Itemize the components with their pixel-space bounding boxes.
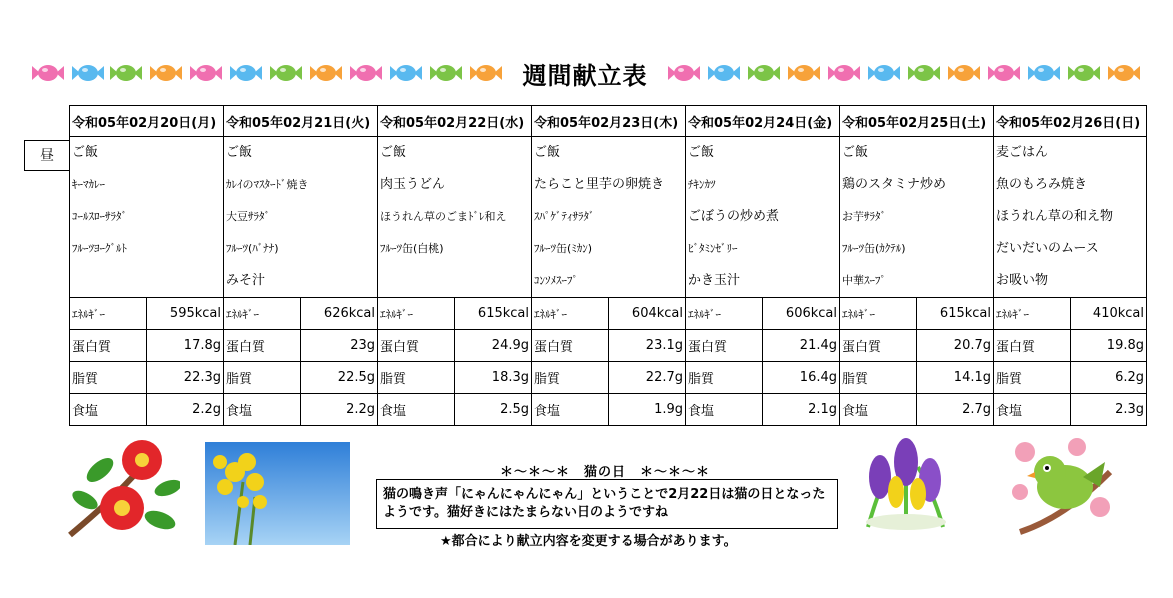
dish-item: だいだいのムース [996,241,1099,256]
nutrient-label: 蛋白質 [994,330,1071,362]
nutrient-value: 14.1g [917,362,994,394]
nutrient-label: 蛋白質 [840,330,917,362]
dish-item: ご飯 [842,145,869,160]
dishes-cell [224,137,378,298]
nutrient-label: 蛋白質 [224,330,301,362]
candy-icon [986,62,1022,84]
candy-icon [70,62,106,84]
nutrient-value: 21.4g [763,330,840,362]
nutrient-value: 410kcal [1071,298,1147,330]
candy-icon [468,62,504,84]
candy-icon [866,62,902,84]
nutrient-label: ｴﾈﾙｷﾞｰ [840,298,917,330]
dishes-cell [378,137,532,298]
nutrient-label: ｴﾈﾙｷﾞｰ [686,298,763,330]
nutrient-label: 食塩 [224,394,301,426]
dish-item: ﾌﾙｰﾂ(ﾊﾞﾅﾅ) [226,242,279,255]
nutrient-value: 23g [301,330,378,362]
candy-icon [786,62,822,84]
dishes-row [70,137,1147,298]
nutrient-value: 18.3g [455,362,532,394]
dish-item: ﾌﾙｰﾂﾖｰｸﾞﾙﾄ [72,242,127,255]
page-title: 週間献立表 [522,62,648,90]
candy-icon [428,62,464,84]
candy-icon [666,62,702,84]
dish-item: ﾋﾞﾀﾐﾝｾﾞﾘｰ [688,242,738,255]
nutrient-value: 606kcal [763,298,840,330]
nutrient-value: 24.9g [455,330,532,362]
candy-icon [388,62,424,84]
nutrient-value: 604kcal [609,298,686,330]
nutrient-label: ｴﾈﾙｷﾞｰ [224,298,301,330]
dish-item: ﾌﾙｰﾂ缶(ﾐｶﾝ) [534,242,593,255]
candy-icon [1066,62,1102,84]
nutrient-label: 脂質 [532,362,609,394]
date-cell: 令和05年02月23日(木) [532,106,686,137]
nutrient-label: 食塩 [378,394,455,426]
bird-on-branch-illustration [1005,432,1115,540]
dish-item: たらこと里芋の卵焼き [534,177,665,192]
nutrient-value: 595kcal [147,298,224,330]
nutrient-label: 蛋白質 [532,330,609,362]
footer-note: ★都合により献立内容を変更する場合があります。 [440,534,737,549]
camellia-flower-illustration [60,430,180,540]
dish-item [380,265,529,297]
dish-item: お芋ｻﾗﾀﾞ [842,210,886,223]
nutrient-value: 2.2g [147,394,224,426]
dish-item: 鶏のスタミナ炒め [842,177,947,192]
nutrient-value: 22.5g [301,362,378,394]
nutrient-label: 脂質 [686,362,763,394]
dish-item: ｺｰﾙｽﾛｰｻﾗﾀﾞ [72,210,127,223]
nutrient-value: 2.1g [763,394,840,426]
nutrient-label: 蛋白質 [686,330,763,362]
dish-item: ｶﾚｲのﾏｽﾀｰﾄﾞ焼き [226,178,309,191]
dish-item: ご飯 [534,145,561,160]
nutrient-label: 食塩 [840,394,917,426]
candy-icon [268,62,304,84]
nutrient-row-energy [70,298,1147,330]
nutrient-value: 20.7g [917,330,994,362]
candy-icon [826,62,862,84]
dish-item: ｺﾝｿﾒｽｰﾌﾟ [534,274,578,287]
nutrient-value: 615kcal [917,298,994,330]
nutrient-value: 6.2g [1071,362,1147,394]
candy-icon [308,62,344,84]
notice-box [376,479,838,529]
date-row [70,106,1147,137]
notice-title: ＊～＊～＊ 猫の日 ＊～＊～＊ [500,465,711,480]
dishes-cell [994,137,1147,298]
candy-icon [906,62,942,84]
nutrient-value: 626kcal [301,298,378,330]
nutrient-label: 食塩 [70,394,147,426]
candy-icon [746,62,782,84]
nutrient-label: ｴﾈﾙｷﾞｰ [70,298,147,330]
crocus-flowers-illustration [858,432,953,532]
meal-label-lunch: 昼 [24,140,69,171]
candy-icon [946,62,982,84]
nutrient-row-protein [70,330,1147,362]
nutrient-label: ｴﾈﾙｷﾞｰ [994,298,1071,330]
nutrient-label: 脂質 [994,362,1071,394]
dish-item: 麦ごはん [996,145,1049,160]
nutrient-label: ｴﾈﾙｷﾞｰ [532,298,609,330]
nutrient-value: 2.3g [1071,394,1147,426]
dish-item: かき玉汁 [688,273,741,288]
dish-item: ｽﾊﾟｹﾞﾃｨｻﾗﾀﾞ [534,210,595,223]
nutrient-row-fat [70,362,1147,394]
date-cell: 令和05年02月26日(日) [994,106,1147,137]
date-cell: 令和05年02月24日(金) [686,106,840,137]
nutrient-label: 脂質 [224,362,301,394]
nutrient-value: 19.8g [1071,330,1147,362]
nutrient-value: 1.9g [609,394,686,426]
dish-item: ごぼうの炒め煮 [688,209,780,224]
weekly-menu-table [69,105,1147,426]
dish-item [72,265,221,297]
nutrient-value: 22.3g [147,362,224,394]
nutrient-value: 16.4g [763,362,840,394]
rapeseed-flower-photo [205,442,350,545]
dish-item: ﾁｷﾝｶﾂ [688,178,716,191]
nutrient-label: 蛋白質 [70,330,147,362]
dish-item: 肉玉うどん [380,177,446,192]
candy-icon [188,62,224,84]
nutrient-label: 食塩 [532,394,609,426]
candy-icon [1026,62,1062,84]
nutrient-label: 脂質 [378,362,455,394]
dishes-cell [686,137,840,298]
date-cell: 令和05年02月22日(水) [378,106,532,137]
nutrient-row-salt [70,394,1147,426]
nutrient-label: 食塩 [686,394,763,426]
dish-item: みそ汁 [226,273,266,288]
candy-icon [30,62,66,84]
nutrient-value: 2.2g [301,394,378,426]
candy-icon [706,62,742,84]
dishes-cell [532,137,686,298]
dish-item: ﾌﾙｰﾂ缶(白桃) [380,242,444,255]
dish-item: ほうれん草の和え物 [996,209,1114,224]
dish-item: ﾌﾙｰﾂ缶(ｶｸﾃﾙ) [842,242,906,255]
candy-icon [348,62,384,84]
dish-item: ご飯 [380,145,407,160]
nutrient-label: 食塩 [994,394,1071,426]
dish-item: 大豆ｻﾗﾀﾞ [226,210,270,223]
dishes-cell [840,137,994,298]
nutrient-value: 17.8g [147,330,224,362]
dish-item: 魚のもろみ焼き [996,177,1088,192]
nutrient-label: ｴﾈﾙｷﾞｰ [378,298,455,330]
candy-icon [148,62,184,84]
dish-item: お吸い物 [996,273,1049,288]
dish-item: ご飯 [226,145,253,160]
nutrient-label: 脂質 [840,362,917,394]
candy-icon [1106,62,1142,84]
dish-item: 中華ｽｰﾌﾟ [842,274,886,287]
dishes-cell [70,137,224,298]
candy-icon [108,62,144,84]
nutrient-value: 615kcal [455,298,532,330]
nutrient-label: 蛋白質 [378,330,455,362]
date-cell: 令和05年02月21日(火) [224,106,378,137]
dish-item: ｷｰﾏｶﾚｰ [72,178,105,191]
nutrient-label: 脂質 [70,362,147,394]
dish-item: ご飯 [72,145,99,160]
date-cell: 令和05年02月20日(月) [70,106,224,137]
nutrient-value: 23.1g [609,330,686,362]
dish-item: ご飯 [688,145,715,160]
notice-body: 猫の鳴き声「にゃんにゃんにゃん」ということで2月22日は猫の日となったようです。猫好きにはたまらない日のようですね [383,487,826,520]
candy-icon [228,62,264,84]
nutrient-value: 22.7g [609,362,686,394]
nutrient-value: 2.7g [917,394,994,426]
date-cell: 令和05年02月25日(土) [840,106,994,137]
nutrient-value: 2.5g [455,394,532,426]
dish-item: ほうれん草のごまﾄﾞﾚ和え [380,210,507,223]
